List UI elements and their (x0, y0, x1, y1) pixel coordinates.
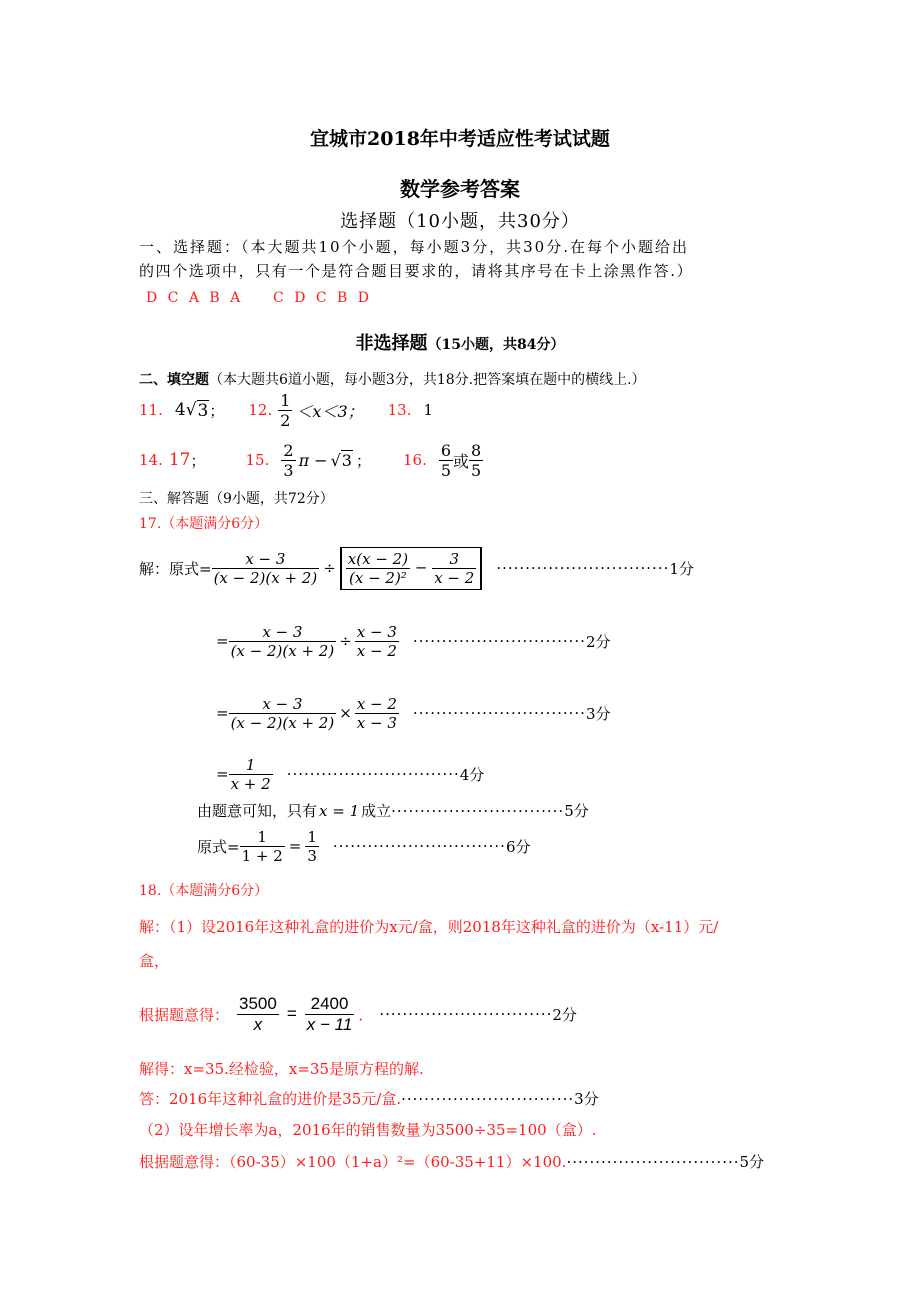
q18-ans-line: 答：2016年这种礼盒的进价是35元/盒. (139, 1090, 402, 1108)
sqrt-symbol: √ (185, 400, 197, 420)
q11-label: 11. (139, 401, 163, 419)
q12-den: 2 (280, 410, 291, 430)
fill-desc: （本大题共6道小题，每小题3分，共18分.把答案填在题中的横线上.） (209, 372, 646, 388)
frac-num: 1 (307, 827, 317, 846)
q17-step5-tail: 成立 (361, 802, 392, 820)
q14-answer: 17 (168, 450, 191, 470)
q18-ans-score: 3分 (574, 1090, 599, 1108)
frac-den: 1 + 2 (241, 846, 283, 865)
q18-label: 18.（本题满分6分） (139, 883, 269, 899)
q17-step4 (216, 750, 484, 798)
q11-coef: 4 (174, 400, 186, 420)
q16-or: 或 (453, 451, 470, 471)
frac-den: (x − 2)(x + 2) (213, 568, 318, 587)
q16-num1: 6 (440, 440, 452, 460)
frac-den: x (237, 1014, 279, 1035)
q17-step3-score: 3分 (585, 704, 611, 723)
frac-num: x(x − 2) (347, 549, 409, 568)
q17-step5-score: 5分 (564, 802, 589, 820)
q17-step3-frac1 (229, 695, 337, 732)
q18-eq-prefix: 根据题意得： (139, 1005, 230, 1024)
q17-step6-frac2 (305, 828, 319, 865)
op-div: ÷ (323, 559, 336, 577)
page-subtitle: 数学参考答案 (400, 177, 520, 201)
frac-den: 3 (307, 846, 317, 865)
frac-den: x − 2 (434, 568, 475, 587)
q17-step3-frac2 (355, 695, 399, 732)
q17-step6-prefix: 原式= (197, 837, 240, 856)
leader-dots: ······························ (496, 559, 670, 577)
eq-sign: = (216, 632, 229, 650)
frac-num: 2400 (310, 993, 349, 1013)
frac-num: 3 (449, 549, 460, 568)
section2-heading-note: （15小题，共84分） (427, 337, 565, 353)
q18-equation (139, 988, 577, 1040)
fill-row-2 (139, 436, 483, 484)
frac-num: x − 3 (262, 694, 303, 713)
q17-step4-frac (229, 756, 273, 793)
q17-step4-score: 4分 (459, 765, 485, 784)
q17-step1-prefix: 解：原式= (139, 559, 212, 578)
q16-fraction-2 (469, 441, 483, 480)
frac-num: x − 2 (356, 694, 397, 713)
q18-part2-score: 5分 (739, 1153, 765, 1171)
q18-frac1 (237, 994, 279, 1035)
q17-step6-frac1 (240, 828, 285, 865)
bracket-frac-1 (346, 550, 410, 587)
fill-heading-line (139, 369, 646, 389)
q15-den: 3 (283, 460, 294, 480)
leader-dots: ······························ (412, 632, 586, 650)
q16-den1: 5 (440, 460, 452, 480)
page-title: 宜城市2018年中考适应性考试试题 (310, 128, 610, 150)
solve-heading: 三、解答题（9小题，共72分） (139, 491, 334, 507)
section2-heading-wrap (0, 329, 920, 355)
q15-radicand: 3 (341, 451, 352, 470)
frac-den: x + 2 (230, 774, 271, 793)
q15-fraction (281, 441, 295, 480)
q15-mid: π − (298, 450, 328, 470)
frac-den: x − 2 (356, 641, 397, 660)
fill-row-1 (139, 388, 433, 432)
section1-intro-line1: 一、选择题：（本大题共10个小题，每小题3分，共30分.在每个小题给出 (139, 238, 689, 256)
op-div: ÷ (339, 632, 352, 650)
eq-sign: = (216, 704, 229, 722)
eq-sign: = (216, 765, 229, 783)
frac-num: x − 3 (245, 549, 286, 568)
leader-dots: ······························ (401, 1090, 575, 1108)
frac-den: (x − 2)(x + 2) (230, 641, 335, 660)
q11-sep: ； (209, 401, 225, 420)
frac-den: (x − 2)² (346, 568, 410, 587)
q17-step6 (197, 822, 531, 870)
frac-num: 1 (257, 827, 267, 846)
frac-num: x − 3 (356, 622, 397, 641)
q15-label: 15. (245, 451, 270, 469)
section2-heading: 非选择题 (355, 333, 428, 354)
q17-step3 (216, 688, 610, 738)
frac-den: x − 3 (356, 713, 397, 732)
op-minus: − (414, 558, 428, 576)
frac-num: 3500 (239, 993, 277, 1013)
q15-num: 2 (283, 440, 294, 460)
q17-step1-frac (212, 550, 320, 587)
q17-step2 (216, 616, 610, 666)
q17-step2-frac2 (355, 623, 399, 660)
q18-eq-score: 2分 (552, 1005, 577, 1024)
section1-answers: D C A B A C D C B D (146, 290, 373, 306)
q17-label: 17.（本题满分6分） (139, 516, 269, 532)
fill-heading: 二、填空题 (139, 372, 209, 388)
q13-label: 13. (387, 401, 412, 419)
q11-radicand: 3 (197, 400, 209, 421)
q17-step5 (197, 800, 589, 821)
q17-step2-frac1 (229, 623, 337, 660)
q17-step1 (139, 538, 694, 598)
q16-den2: 5 (471, 460, 482, 480)
frac-den: x − 11 (306, 1014, 353, 1034)
q17-step2-score: 2分 (585, 632, 611, 651)
eq-sign: = (286, 1004, 297, 1023)
q14-sep: ； (190, 451, 206, 470)
leader-dots: ······························ (286, 765, 460, 783)
q18-ans-row (139, 1088, 599, 1109)
q18-line1: 解：（1）设2016年这种礼盒的进价为x元/盒，则2018年这种礼盒的进价为（x-11）元/ (139, 918, 719, 936)
q12-rest: ＜x＜3； (296, 401, 364, 421)
q18-eq-dot: ． (358, 1005, 374, 1024)
bracket-frac-2 (432, 550, 476, 587)
q18-part2-eq: 根据题意得：（60-35）×100（1+a）²=（60-35+11）×100. (139, 1153, 567, 1171)
q14-label: 14. (139, 451, 163, 469)
frac-num: x − 3 (262, 622, 303, 641)
eq-sign: = (288, 837, 302, 855)
frac-den: (x − 2)(x + 2) (230, 713, 335, 732)
section1-intro-line2: 的四个选项中，只有一个是符合题目要求的，请将其序号在卡上涂黑作答.） (139, 262, 694, 280)
leader-dots: ······························ (412, 704, 586, 722)
q15-sep: ； (355, 451, 371, 470)
q17-step1-score: 1分 (669, 559, 694, 578)
q16-fraction-1 (439, 441, 453, 480)
q16-label: 16. (402, 451, 427, 469)
q18-part2-row (139, 1151, 764, 1172)
q18-line2: 盒， (139, 952, 170, 970)
q17-step5-text: 由题意可知，只有 (197, 802, 318, 820)
leader-dots: ······························ (566, 1153, 740, 1171)
q12-num: 1 (280, 390, 291, 410)
leader-dots: ······························ (391, 802, 565, 820)
q12-fraction (278, 391, 292, 430)
q17-bracket (340, 547, 483, 590)
section1-heading: 选择题（10小题，共30分） (340, 211, 580, 232)
op-mul: × (339, 704, 352, 722)
leader-dots: ······························ (379, 1005, 553, 1023)
q12-label: 12. (248, 401, 273, 419)
leader-dots: ······························ (332, 837, 506, 855)
frac-num: 1 (245, 755, 256, 774)
q17-step6-score: 6分 (505, 837, 531, 856)
q18-frac2 (305, 994, 355, 1035)
q16-num2: 8 (471, 440, 482, 460)
q17-step5-math: x = 1 (319, 802, 360, 820)
q18-part2-line: （2）设年增长率为a，2016年的销售数量为3500÷35=100（盒）. (139, 1121, 597, 1139)
q18-sol-line: 解得：x=35.经检验，x=35是原方程的解. (139, 1060, 424, 1078)
q13-answer: 1 (423, 401, 434, 419)
sqrt-symbol: √ (330, 450, 341, 470)
